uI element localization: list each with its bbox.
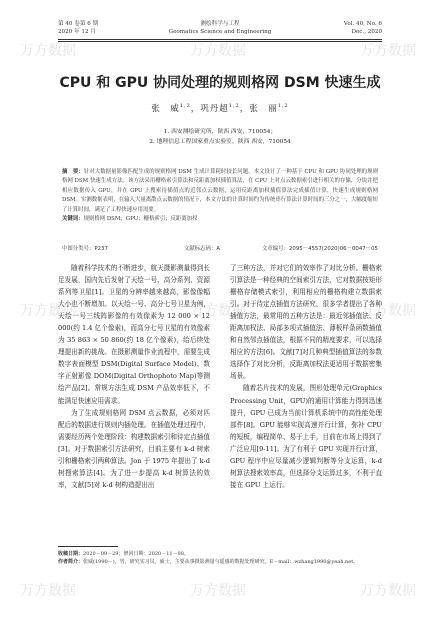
body-paragraph: 为了生成规则格网 DSM 点云数据，必须对匹配后的数据进行规则内插处理。在插值处理过程中，需要经历两个处理阶段：构建数据索引和待定点插值[3]。对于数据索引方法研究，目前主要有 k-d 树索引和栅格索引两种算法。Jon 于 1975 年提出了 k-d 树搜索算法[4]。为了进一步提高 k-d 树算法的效率，文献[5]对 k-d 树构造提出出 — [58, 408, 210, 489]
body-paragraph: 了三种方法，并对它们的效率作了对比分析。栅格索引算法是一种经典的空间索引方法，它对数据按矩形栅格存储模式索引，利用相应的栅格构建立数据索引。对于待定点插值方法研究，很多学者提出了各种插值方法，最常用的五种方法是：最近邻插值法、反距离加权法、局部多项式插值法、薄板样条函数插值和自然邻点插值法，根据不同的精度要求，可以选择相应的方法[6]。文献[7]对几种典型插值算法的参数选择作了对比分析，反距离加权法更适用于数据密集场景。 — [230, 264, 382, 381]
body-column-left — [58, 262, 210, 491]
header-right — [344, 20, 382, 36]
keywords — [62, 215, 378, 224]
abstract-label: 摘 要： — [62, 169, 84, 175]
header-rule-thin — [58, 41, 382, 42]
header-rule — [58, 39, 382, 40]
watermark: 万方数据 — [190, 583, 246, 599]
clc-number: 中图分类号：P237 — [62, 246, 108, 252]
journal-name-en: Geomatics Science and Engineering — [168, 29, 272, 35]
body-paragraph: 随着芯片技术的发展，图形处理单元(Graphics Processing Unit，GPU)的通用计算能力得到迅速提升，GPU 已成为当前计算机系统中的高性能处理部件[8]。GPU 能够实现高速并行计算，弥补 CPU 的短板，编程简单、易于上手，目前在市场上得到了广泛应用[9-11]。为了有利于 GPU 实现并行计算，GPU 程序中应尽量减少逻辑判断等分支运算，k-d 树算法搜索效率高，但选择分支运算过多，不利于直接在 GPU 上运行。 — [230, 384, 382, 489]
affiliation: 2. 地理信息工程国家重点实验室，陕西 西安，710054 — [149, 138, 291, 145]
footnote-rule — [58, 546, 118, 547]
author-bio-text: 张威(1990－)，男，研究实习员，硕士，主要从事摄影测量与遥感的数据处理研究。E－mail：wzhang1990@yeah.net。 — [83, 559, 359, 565]
keywords-label: 关键词： — [62, 216, 84, 223]
watermark: 万方数据 — [360, 583, 416, 599]
volume-en: Vol. 40, No. 6 — [343, 21, 382, 27]
affiliation: 1. 西安测绘研究所，陕西 西安，710054； — [163, 129, 277, 135]
author-name: 张 威 — [151, 104, 180, 114]
abstract-text: 针对大数据量影像匹配生成的规则格网 DSM 生成计算耗时较长问题，本文设计了一种基于 CPU 和 GPU 协同处理的规则格网 DSM 快速生成方法。该方法采用栅格索引算法和反距离加权插值算法，在 CPU 上对点云数据索引进行相关的存储，分块并把相应数据传入 GPU，并在 GPU 上搜索待插值点的近邻点云数据，运用反距离加权插值算法完成插值计算，快速生成规则格网 DSM。实测数据表明，在输入大量离散点云数据的情况下，本文方法的计算时间约为传统串行算法计算时间的三分之一，大幅度缩短了计算时间，满足了工程快速应用需要。 — [62, 169, 378, 213]
author-affiliation-mark: 1,2 — [228, 103, 240, 110]
watermark: 万方数据 — [190, 43, 246, 59]
watermark: 万方数据 — [360, 303, 416, 319]
author-list — [58, 102, 382, 114]
date-cn: 2020 年 12 月 — [58, 29, 96, 35]
body-column-right — [230, 262, 382, 491]
footnotes — [58, 550, 382, 566]
watermark: 万方数据 — [20, 583, 76, 599]
body-paragraph: 随着科学技术的不断进步，航天摄影测量得到长足发展，国内先后发射了天绘一号、高分系列、资源系列等卫星[1]。卫星的分辨率越来越高，影像像幅大小也不断增加。以天绘一号、高分七号卫星为例，天绘一号三线阵影像的有效像素为 12 000 × 12 000(约 1.4 亿个像素)，而高分七号卫星的有效像素为 35 863 × 50 860(约 18 亿个像素)，给后续处理提出新的挑战。在摄影测量作业流程中，需要生成数字表面模型 DSM(Digital Surface Model)、数字正射影像 DOM(Digital Orthophoto Map)等测绘产品[2]。常规方法生成 DSM 产品效率低下，不能满足快速应用需求。 — [58, 264, 210, 405]
received-text: 2020－09－29；修回日期：2020－11－08。 — [83, 551, 189, 557]
document-code: 文献标志码：A — [184, 246, 221, 252]
received-label: 收稿日期： — [58, 551, 84, 557]
watermark: 万方数据 — [190, 303, 246, 319]
paper-title: CPU 和 GPU 协同处理的规则格网 DSM 快速生成 — [59, 75, 381, 91]
article-number: 文章编号：2095－4557(2020)06－0047－05 — [262, 246, 378, 252]
header-center — [58, 20, 382, 36]
abstract — [62, 168, 378, 224]
author-affiliation-mark: 1,2 — [179, 103, 191, 110]
author-bio — [58, 558, 382, 566]
watermark: 万方数据 — [20, 43, 76, 59]
watermark: 万方数据 — [360, 43, 416, 59]
volume-cn: 第 40 卷第 6 期 — [58, 21, 99, 27]
keywords-text: 规则格网 DSM；GPU；栅格索引；反距离加权 — [83, 216, 198, 223]
affiliations — [58, 128, 382, 147]
running-header — [58, 20, 382, 44]
watermark: 万方数据 — [20, 303, 76, 319]
author-bio-label: 作者简介： — [58, 559, 84, 565]
date-en: Dec., 2020 — [351, 29, 382, 35]
author-name: ，巩丹超 — [190, 104, 229, 114]
author-name: ，张 丽 — [239, 104, 278, 114]
received-date — [58, 550, 382, 558]
author-affiliation-mark: 1,2 — [277, 103, 289, 110]
journal-name-cn: 测绘科学与工程 — [200, 21, 240, 27]
